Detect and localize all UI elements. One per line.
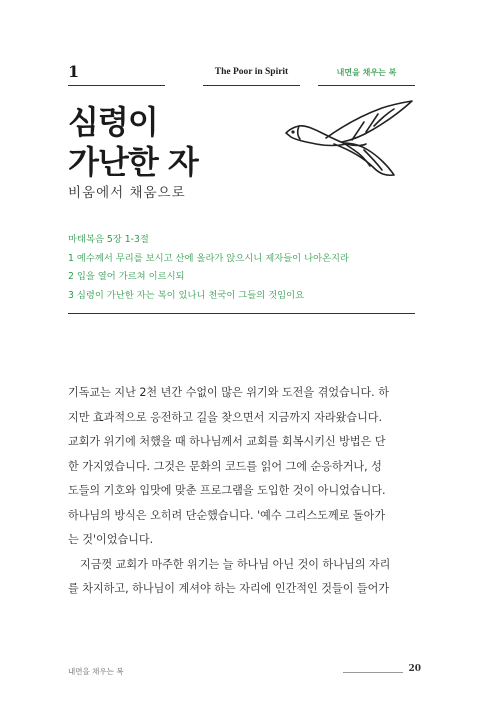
scripture-reference: 마태복음 5장 1-3절: [68, 234, 149, 245]
body-line: 지만 효과적으로 응전하고 길을 찾으면서 지금까지 자라왔습니다.: [68, 410, 383, 424]
chapter-number: 1: [68, 62, 80, 81]
scripture-verse: 1 예수께서 무리를 보시고 산에 올라가 앉으시니 제자들이 나아온지라: [68, 252, 350, 264]
english-chapter-title: The Poor in Spirit: [214, 67, 289, 77]
body-line: 도들의 기호와 입맛에 맞춘 프로그램을 도입한 것이 아니었습니다.: [68, 484, 386, 497]
scripture-verse: 3 심령이 가난한 자는 복이 있나니 천국이 그들의 것임이요: [68, 289, 305, 301]
scripture-verse: 2 입을 열어 가르쳐 이르시되: [68, 271, 185, 282]
chapter-title-line: 가난한 자: [68, 143, 198, 181]
footer-rule: [343, 672, 403, 673]
scripture-passage: [68, 231, 415, 305]
chapter-title: [68, 102, 198, 182]
body-line: 지금껏 교회가 마주한 위기는 늘 하나님 아닌 것이 하나님의 자리: [80, 557, 391, 571]
body-line: 기독교는 지난 2천 년간 수없이 많은 위기와 도전을 겪었습니다. 하: [68, 386, 389, 399]
header-rule: [68, 85, 165, 86]
page-number: 20: [408, 664, 421, 674]
bird-illustration-icon: [282, 98, 414, 178]
body-paragraphs: [68, 381, 418, 602]
chapter-subtitle: 비움에서 채움으로: [68, 185, 186, 201]
body-line: 를 차지하고, 하나님이 계셔야 하는 자리에 인간적인 것들이 들어가: [68, 582, 390, 595]
body-line: 교회가 위기에 처했을 때 하나님께서 교회를 회복시키신 방법은 단: [68, 435, 386, 448]
bird-eye-icon: [291, 130, 294, 133]
header-rule: [203, 85, 300, 86]
footer-book-title: 내면을 채우는 복: [68, 667, 124, 676]
header-rule: [318, 85, 415, 86]
running-book-title: 내면을 채우는 복: [336, 68, 397, 77]
section-divider: [68, 313, 415, 314]
body-line: 는 것'이었습니다.: [68, 533, 154, 546]
body-line: 하나님의 방식은 오히려 단순했습니다. '예수 그리스도께로 돌아가: [68, 508, 386, 522]
body-line: 한 가지였습니다. 그것은 문화의 코드를 읽어 그에 순응하거나, 성: [68, 459, 382, 473]
chapter-header: [68, 62, 415, 92]
chapter-title-line: 심령이: [68, 103, 158, 141]
